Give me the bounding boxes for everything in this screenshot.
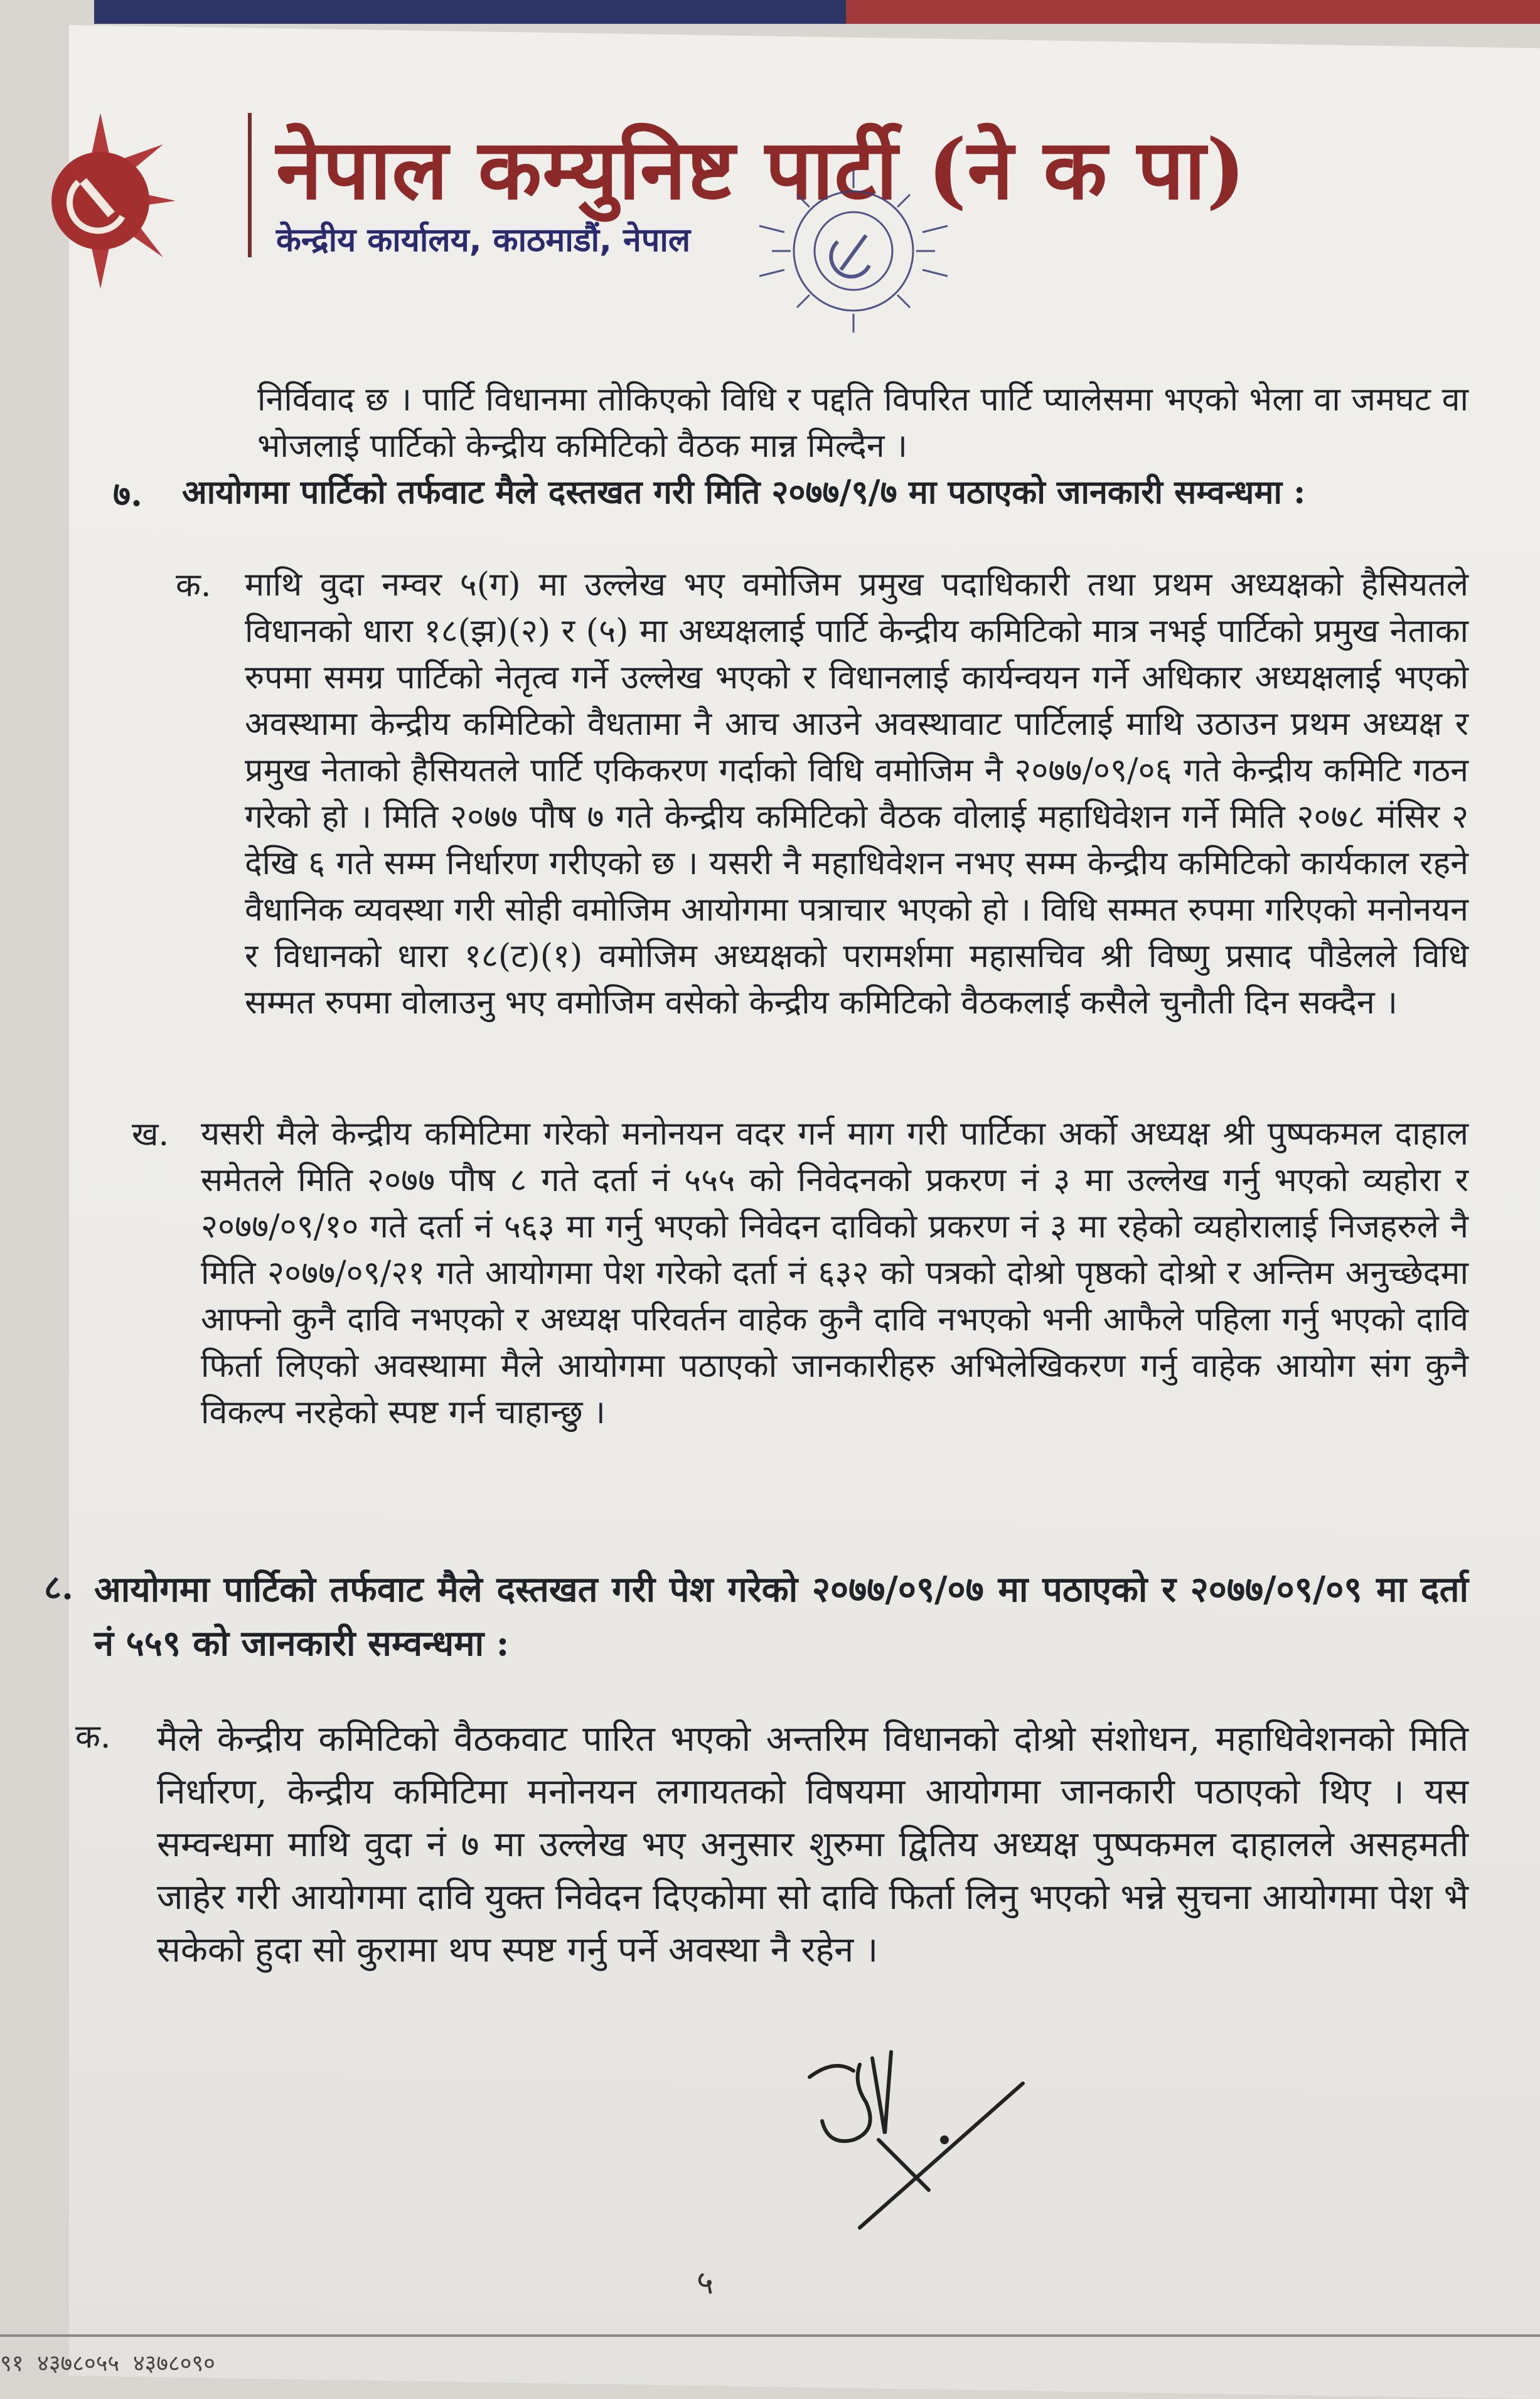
header-divider (248, 113, 252, 257)
page-number: ५ (697, 2264, 714, 2302)
party-name-title: नेपाल कम्युनिष्ट पार्टी (ने क पा) (276, 121, 1246, 218)
footer-phone-numbers: ९१ ४३७८०५५ ४३७८०९० (0, 2351, 215, 2376)
party-seal-stamp-icon (722, 157, 985, 345)
item-marker: ख. (132, 1116, 169, 1153)
party-emblem-icon (19, 107, 182, 295)
top-color-band (94, 0, 1540, 24)
section-heading: आयोगमा पार्टिको तर्फवाट मैले दस्तखत गरी मिति २०७७/९/७ मा पठाएको जानकारी सम्वन्धमा : (182, 473, 1306, 511)
list-item: माथि वुदा नम्वर ५(ग) मा उल्लेख भए वमोजिम प्रमुख पदाधिकारी तथा प्रथम अध्यक्षको हैसियतले विधानको धारा १८(झ)(२) र (५) मा अध्यक्षलाई पार्टि केन्द्रीय कमिटिको मात्र नभई पार्टिको प्रमुख नेताका रुपमा समग्र पार्टिको नेतृत्व गर्ने उल्लेख भएको र विधानलाई कार्यन्वयन गर्ने अधिकार अध्यक्षलाई भएको अवस्थामा केन्द्रीय कमिटिको वैधतामा नै आच आउने अवस्थावाट पार्टिलाई माथि उठाउन प्रथम अध्यक्ष र प्रमुख नेताको हैसियतले पार्टि एकिकरण गर्दाको विधि वमोजिम नै २०७७/०९/०६ गते केन्द्रीय कमिटि गठन गरेको हो । मिति २०७७ पौष ७ गते केन्द्रीय कमिटिको वैठक वोलाई महाधिवेशन गर्ने मिति २०७८ मंसिर २ देखि ६ गते सम्म निर्धारण गरीएको छ । यसरी नै महाधिवेशन नभए सम्म केन्द्रीय कमिटिको कार्यकाल रहने वैधानिक व्यवस्था गरी सोही वमोजिम आयोगमा पत्राचार भएको हो । विधि सम्मत रुपमा गरिएको मनोनयन र विधानको धारा १८(ट)(१) वमोजिम अध्यक्षको परामर्शमा महासचिव श्री विष्णु प्रसाद पौडेलले विधि सम्मत रुपमा वोलाउनु भए वमोजिम वसेको केन्द्रीय कमिटिको वैठकलाई कसैले चुनौती दिन सक्दैन । (245, 566, 1468, 1022)
page-bottom-edge (0, 2334, 1540, 2337)
item-marker: क. (75, 1718, 111, 1756)
intro-paragraph: निर्विवाद छ । पार्टि विधानमा तोकिएको विधि र पद्दति विपरित पार्टि प्यालेसमा भएको भेला वा जमघट वा भोजलाई पार्टिको केन्द्रीय कमिटिको वैठक मान्न मिल्दैन । (257, 381, 1468, 465)
list-item: यसरी मैले केन्द्रीय कमिटिमा गरेको मनोनयन वदर गर्न माग गरी पार्टिका अर्को अध्यक्ष श्री पुष्पकमल दाहाल समेतले मिति २०७७ पौष ८ गते दर्ता नं ५५५ को निवेदनको प्रकरण नं ३ मा उल्लेख गर्नु भएको व्यहोरा र २०७७/०९/१० गते दर्ता नं ५६३ मा गर्नु भएको निवेदन दाविको प्रकरण नं ३ मा रहेको व्यहोरालाई निजहरुले नै मिति २०७७/०९/२१ गते आयोगमा पेश गरेको दर्ता नं ६३२ को पत्रको दोश्रो पृष्ठको दोश्रो र अन्तिम अनुच्छेदमा आफ्नो कुनै दावि नभएको र अध्यक्ष परिवर्तन वाहेक कुनै दावि नभएको भनी आफैले पहिला गर्नु भएको दावि फिर्ता लिएको अवस्थामा मैले आयोगमा पठाएको जानकारीहरु अभिलेखिकरण गर्नु वाहेक आयोग संग कुनै विकल्प नरहेको स्पष्ट गर्न चाहान्छु । (201, 1115, 1468, 1431)
office-address: केन्द्रीय कार्यालय, काठमाडौं, नेपाल (276, 222, 691, 259)
section-heading: आयोगमा पार्टिको तर्फवाट मैले दस्तखत गरी पेश गरेको २०७७/०९/०७ मा पठाएको र २०७७/०९/०९ मा दर्ता नं ५५९ को जानकारी सम्वन्धमा : (94, 1569, 1468, 1664)
handwritten-signature (803, 2033, 1042, 2234)
list-item: मैले केन्द्रीय कमिटिको वैठकवाट पारित भएको अन्तरिम विधानको दोश्रो संशोधन, महाधिवेशनको मिति निर्धारण, केन्द्रीय कमिटिमा मनोनयन लगायतको विषयमा आयोगमा जानकारी पठाएको थिए । यस सम्वन्धमा माथि वुदा नं ७ मा उल्लेख भए अनुसार शुरुमा द्वितिय अध्यक्ष पुष्पकमल दाहालले असहमती जाहेर गरी आयोगमा दावि युक्त निवेदन दिएकोमा सो दावि फिर्ता लिनु भएको भन्ने सुचना आयोगमा पेश भै सकेको हुदा सो कुरामा थप स्पष्ट गर्नु पर्ने अवस्था नै रहेन । (157, 1719, 1468, 1970)
item-marker: क. (176, 567, 211, 604)
section-number: ७. (113, 474, 142, 514)
section-number: ८. (44, 1567, 73, 1607)
